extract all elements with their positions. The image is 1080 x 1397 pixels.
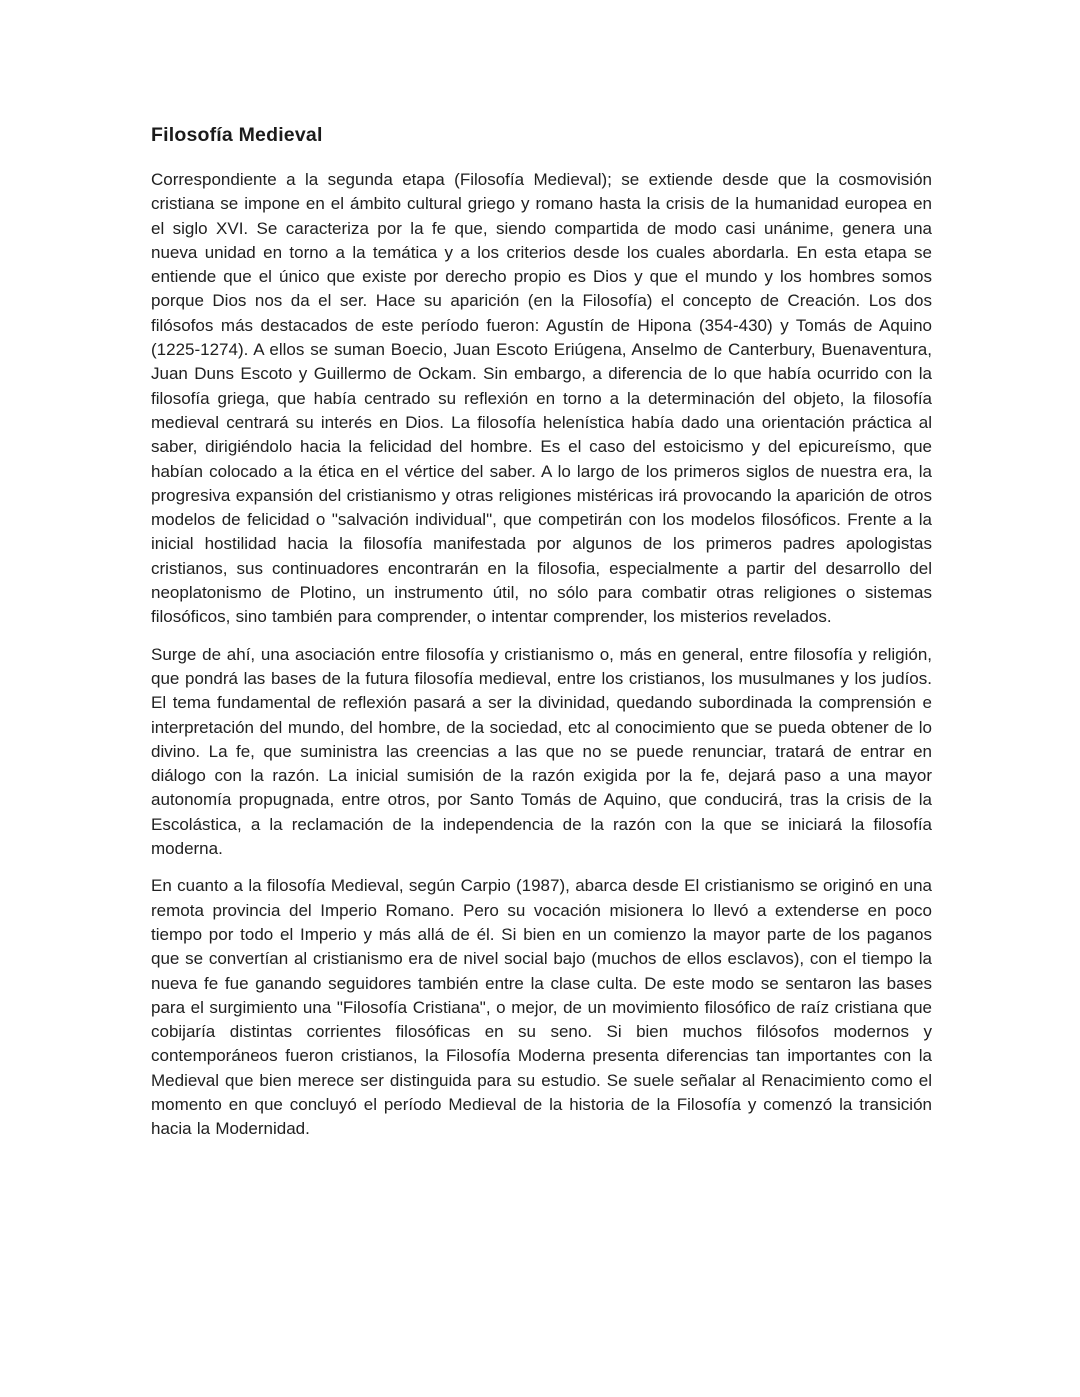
document-content (151, 122, 932, 1142)
paragraph-2: Surge de ahí, una asociación entre filosofía y cristianismo o, más en general, entre filosofía y religión, que pondrá las bases de la futura filosofía medieval, entre los cristianos, los musulmanes y los judíos. El tema fundamental de reflexión pasará a ser la divinidad, quedando subordinada la comprensión e interpretación del mundo, del hombre, de la sociedad, etc al conocimiento que se pueda obtener de lo divino. La fe, que suministra las creencias a las que no se puede renunciar, tratará de entrar en diálogo con la razón. La inicial sumisión de la razón exigida por la fe, dejará paso a una mayor autonomía propugnada, entre otros, por Santo Tomás de Aquino, que conducirá, tras la crisis de la Escolástica, a la reclamación de la independencia de la razón con la que se iniciará la filosofía moderna. (151, 644, 932, 859)
paragraph-1: Correspondiente a la segunda etapa (Filosofía Medieval); se extiende desde que la cosmovisión cristiana se impone en el ámbito cultural griego y romano hasta la crisis de la humanidad europea en el siglo XVI. Se caracteriza por la fe que, siendo compartida de modo casi unánime, genera una nueva unidad en torno a la temática y a los criterios desde los cuales abordarla. En esta etapa se entiende que el único que existe por derecho propio es Dios y que el mundo y los hombres somos porque Dios nos da el ser. Hace su aparición (en la Filosofía) el concepto de Creación. Los dos filósofos más destacados de este período fueron: Agustín de Hipona (354-430) y Tomás de Aquino (1225-1274). A ellos se suman Boecio, Juan Escoto Eriúgena, Anselmo de Canterbury, Buenaventura, Juan Duns Escoto y Guillermo de Ockam. Sin embargo, a diferencia de lo que había ocurrido con la filosofía griega, que había centrado su reflexión en torno a la determinación del objeto, la filosofía medieval centrará su interés en Dios. La filosofía helenística había dado una orientación práctica al saber, dirigiéndolo hacia la felicidad del hombre. Es el caso del estoicismo y del epicureísmo, que habían colocado a la ética en el vértice del saber. A lo largo de los primeros siglos de nuestra era, la progresiva expansión del cristianismo y otras religiones mistéricas irá provocando la aparición de otros modelos de felicidad o "salvación individual", que competirán con los modelos filosóficos. Frente a la inicial hostilidad hacia la filosofía manifestada por algunos de los primeros padres apologistas cristianos, sus continuadores encontrarán en la filosofia, especialmente a partir del desarrollo del neoplatonismo de Plotino, un instrumento útil, no sólo para combatir otras religiones o sistemas filosóficos, sino también para comprender, o intentar comprender, los misterios revelados. (151, 170, 932, 627)
page-title: Filosofía Medieval (151, 124, 323, 146)
paragraph-3: En cuanto a la filosofía Medieval, según Carpio (1987), abarca desde El cristianismo se originó en una remota provincia del Imperio Romano. Pero su vocación misionera lo llevó a extenderse en poco tiempo por todo el Imperio y más allá de él. Si bien en un comienzo la mayor parte de los paganos que se convertían al cristianismo era de nivel social bajo (muchos de ellos esclavos), con el tiempo la nueva fe fue ganando seguidores también entre la clase culta. De este modo se sentaron las bases para el surgimiento una "Filosofía Cristiana", o mejor, de un movimiento filosófico de raíz cristiana que cobijaría distintas corrientes filosóficas en su seno. Si bien muchos filósofos modernos y contemporáneos fueron cristianos, la Filosofía Moderna presenta diferencias tan importantes con la Medieval que bien merece ser distinguida para su estudio. Se suele señalar al Renacimiento como el momento en que concluyó el período Medieval de la historia de la Filosofía y comenzó la transición hacia la Modernidad. (151, 876, 932, 1139)
